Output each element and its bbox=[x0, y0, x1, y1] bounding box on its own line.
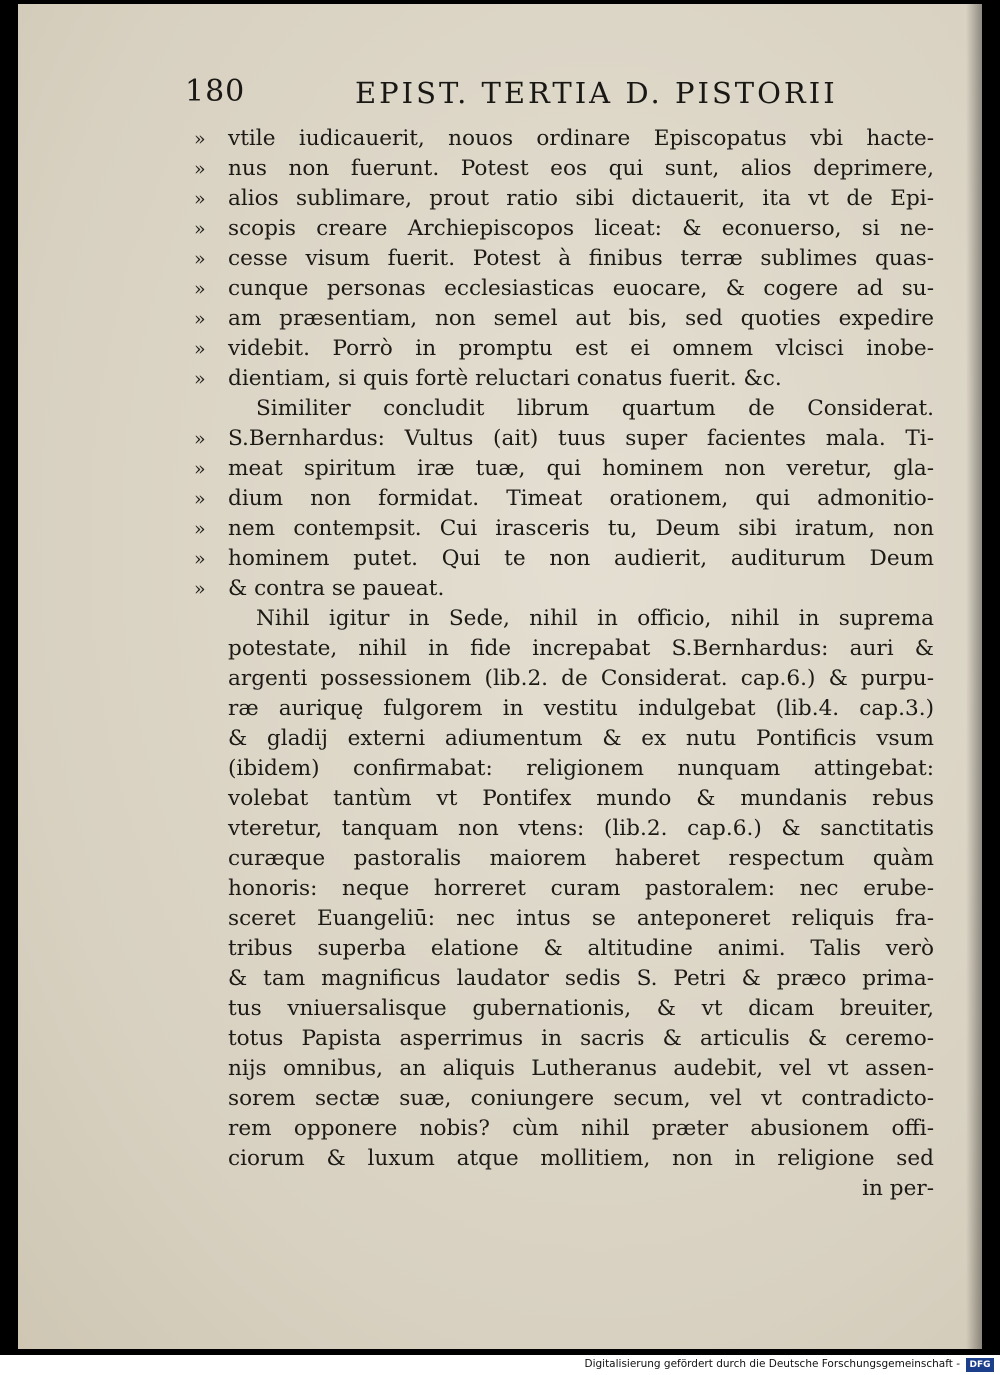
quote-mark: » bbox=[194, 308, 206, 330]
text-line: » nus non fuerunt. Potest eos qui sunt, alios deprimere, bbox=[228, 154, 934, 184]
text-line: » S.Bernhardus: Vultus (ait) tuus super facientes mala. Ti- bbox=[228, 424, 934, 454]
body-text bbox=[194, 124, 934, 1204]
text-line: » hominem putet. Qui te non audierit, auditurum Deum bbox=[228, 544, 934, 574]
quote-mark: » bbox=[194, 488, 206, 510]
text-line: volebat tantùm vt Pontifex mundo & mundanis rebus bbox=[228, 786, 934, 811]
quote-mark: » bbox=[194, 578, 206, 600]
text-line: & gladij externi adiumentum & ex nutu Pontificis vsum bbox=[228, 726, 934, 751]
text-line: ciorum & luxum atque mollitiem, non in religione sed bbox=[228, 1146, 934, 1171]
text-line: & tam magnificus laudator sedis S. Petri & præco prima- bbox=[228, 966, 934, 991]
text-line: potestate, nihil in fide increpabat S.Bernhardus: auri & bbox=[228, 636, 934, 661]
text-line: vteretur, tanquam non vtens: (lib.2. cap.6.) & sanctitatis bbox=[228, 816, 934, 841]
digitization-credit: Digitalisierung gefördert durch die Deutsche Forschungsgemeinschaft - bbox=[584, 1358, 960, 1370]
text-line: rem opponere nobis? cùm nihil præter abusionem offi- bbox=[228, 1116, 934, 1141]
catchword: in per- bbox=[862, 1176, 934, 1201]
text-line: Nihil igitur in Sede, nihil in officio, nihil in suprema bbox=[256, 606, 934, 631]
dfg-logo: DFG bbox=[966, 1358, 994, 1372]
text-line: » scopis creare Archiepiscopos liceat: & econuerso, si ne- bbox=[228, 214, 934, 244]
quote-mark: » bbox=[194, 518, 206, 540]
text-line: » meat spiritum iræ tuæ, qui hominem non veretur, gla- bbox=[228, 454, 934, 484]
quote-mark: » bbox=[194, 368, 206, 390]
quote-mark: » bbox=[194, 248, 206, 270]
running-head: EPIST. TERTIA D. PISTORII bbox=[355, 76, 838, 110]
text-line: » videbit. Porrò in promptu est ei omnem vlcisci inobe- bbox=[228, 334, 934, 364]
text-line: argenti possessionem (lib.2. de Considerat. cap.6.) & purpu- bbox=[228, 666, 934, 691]
text-line: » cunque personas ecclesiasticas euocare, & cogere ad su- bbox=[228, 274, 934, 304]
text-line: » cesse visum fuerit. Potest à finibus terræ sublimes quas- bbox=[228, 244, 934, 274]
text-line: ræ auriquę fulgorem in vestitu indulgebat (lib.4. cap.3.) bbox=[228, 696, 934, 721]
quote-mark: » bbox=[194, 428, 206, 450]
text-line: » & contra se paueat. bbox=[228, 574, 934, 604]
text-line: » dium non formidat. Timeat orationem, qui admonitio- bbox=[228, 484, 934, 514]
text-line: honoris: neque horreret curam pastoralem: nec erube- bbox=[228, 876, 934, 901]
text-line: tus vniuersalisque gubernationis, & vt dicam breuiter, bbox=[228, 996, 934, 1021]
quote-mark: » bbox=[194, 548, 206, 570]
page-gutter-shadow bbox=[966, 4, 982, 1349]
text-line: » dientiam, si quis fortè reluctari conatus fuerit. &c. bbox=[228, 364, 934, 394]
text-line: tribus superba elatione & altitudine animi. Talis verò bbox=[228, 936, 934, 961]
text-line: » alios sublimare, prout ratio sibi dictauerit, ita vt de Epi- bbox=[228, 184, 934, 214]
text-line: sceret Euangeliū: nec intus se anteponeret reliquis fra- bbox=[228, 906, 934, 931]
quote-mark: » bbox=[194, 458, 206, 480]
quote-mark: » bbox=[194, 218, 206, 240]
text-line: » am præsentiam, non semel aut bis, sed quoties expedire bbox=[228, 304, 934, 334]
text-line: » nem contempsit. Cui irasceris tu, Deum sibi iratum, non bbox=[228, 514, 934, 544]
quote-mark: » bbox=[194, 128, 206, 150]
text-line: curæque pastoralis maiorem haberet respectum quàm bbox=[228, 846, 934, 871]
quote-mark: » bbox=[194, 188, 206, 210]
text-line: nijs omnibus, an aliquis Lutheranus audebit, vel vt assen- bbox=[228, 1056, 934, 1081]
quote-mark: » bbox=[194, 338, 206, 360]
text-line: totus Papista asperrimus in sacris & articulis & ceremo- bbox=[228, 1026, 934, 1051]
page-number: 180 bbox=[185, 74, 246, 109]
page-header bbox=[185, 74, 845, 118]
text-line: » vtile iudicauerit, nouos ordinare Episcopatus vbi hacte- bbox=[228, 124, 934, 154]
text-line: Similiter concludit librum quartum de Considerat. bbox=[256, 396, 934, 421]
quote-mark: » bbox=[194, 278, 206, 300]
quote-mark: » bbox=[194, 158, 206, 180]
text-line: sorem sectæ suæ, coniungere secum, vel vt contradicto- bbox=[228, 1086, 934, 1111]
text-line: (ibidem) confirmabat: religionem nunquam attingebat: bbox=[228, 756, 934, 781]
footer-bar bbox=[0, 1355, 1000, 1375]
